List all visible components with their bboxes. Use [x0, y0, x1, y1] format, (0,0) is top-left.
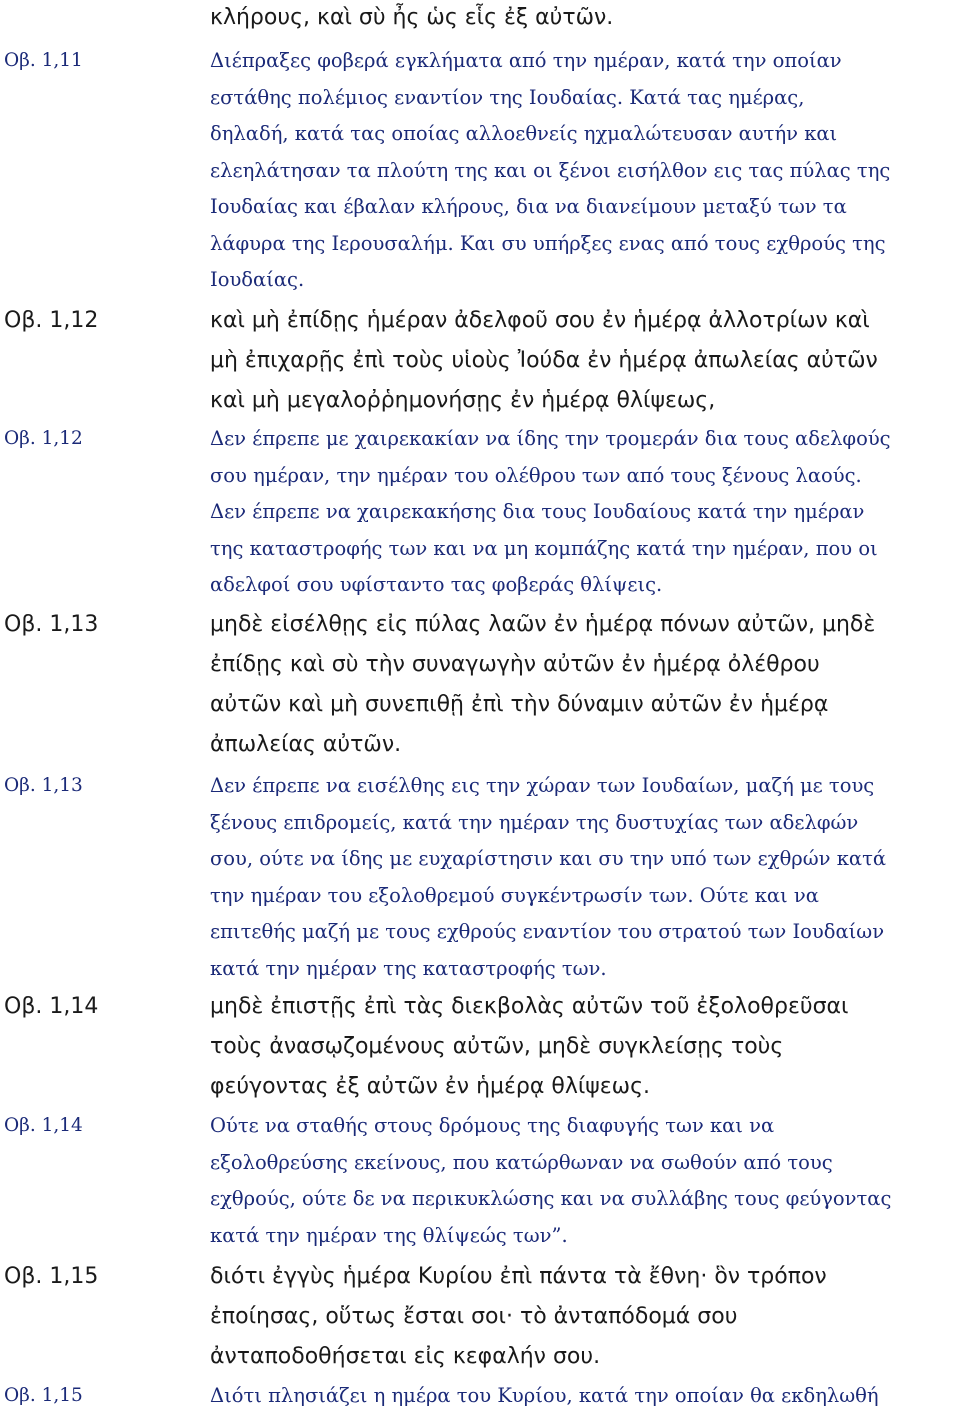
text-line: μηδὲ εἰσέλθῃς εἰς πύλας λαῶν ἐν ἡμέρᾳ πόνων αὐτῶν, μηδὲ — [210, 612, 876, 637]
text-line: μηδὲ ἐπιστῇς ἐπὶ τὰς διεκβολὰς αὐτῶν τοῦ ἐξολοθρεῦσαι — [210, 994, 849, 1019]
verse-reference: Οβ. 1,13 — [4, 612, 99, 637]
text-line: διότι ἐγγὺς ἡμέρα Κυρίου ἐπὶ πάντα τὰ ἔθνη· ὃν τρόπον — [210, 1264, 827, 1289]
text-line: Ιουδαίας. — [210, 268, 305, 291]
text-line: λάφυρα της Ιερουσαλήμ. Και συ υπήρξες ενας από τους εχθρούς της — [210, 231, 886, 255]
text-line: Δεν έπρεπε να εισέλθης εις την χώραν των Ιουδαίων, μαζή με τους — [210, 774, 875, 797]
verse-reference: Οβ. 1,14 — [4, 1115, 83, 1136]
text-line: Δεν έπρεπε να χαιρεκακήσης δια τους Ιουδαίους κατά την ημέραν — [210, 500, 865, 523]
text-line: Ούτε να σταθής στους δρόμους της διαφυγής των και να — [210, 1114, 775, 1137]
verse-reference: Οβ. 1,14 — [4, 994, 99, 1019]
text-line: σου, ούτε να ίδης με ευχαρίστησιν και συ την υπό των εχθρών κατά — [210, 847, 887, 870]
text-line: αδελφοί σου υφίσταντο τας φοβεράς θλίψεις. — [210, 573, 663, 596]
text-line: κλήρους, καὶ σὺ ἦς ὡς εἷς ἐξ αὐτῶν. — [210, 5, 614, 30]
text-line: Ιουδαίας και έβαλαν κλήρους, δια να διανείμουν μεταξύ των τα — [210, 195, 847, 218]
text-line: σου ημέραν, την ημέραν του ολέθρου των από τους ξένους λαούς. — [210, 463, 862, 487]
text-line: εχθρούς, ούτε δε να περικυκλώσης και να συλλάβης τους φεύγοντας — [210, 1187, 892, 1210]
text-line: ἐπίδῃς καὶ σὺ τὴν συναγωγὴν αὐτῶν ἐν ἡμέρᾳ ὀλέθρου — [210, 652, 820, 677]
text-line: Διότι πλησιάζει η ημέρα του Κυρίου, κατά την οποίαν θα εκδηλωθή — [210, 1384, 879, 1407]
text-line: καὶ μὴ ἐπίδῃς ἡμέραν ἀδελφοῦ σου ἐν ἡμέρᾳ ἀλλοτρίων καὶ — [210, 308, 870, 333]
verse-reference: Οβ. 1,15 — [4, 1385, 83, 1406]
greek-text — [210, 1257, 958, 1377]
text-line: κατά την ημέραν της καταστροφής των. — [210, 956, 607, 980]
text-line: ξένους επιδρομείς, κατά την ημέραν της δυστυχίας των αδελφών — [210, 810, 859, 834]
text-line: ἀπωλείας αὐτῶν. — [210, 732, 402, 757]
text-line: ἀνταποδοθήσεται εἰς κεφαλήν σου. — [210, 1344, 601, 1369]
translation-text — [210, 1108, 958, 1254]
translation-text — [210, 43, 958, 299]
verse-reference: Οβ. 1,12 — [4, 308, 99, 333]
translation-text — [210, 1378, 958, 1415]
text-line: Δεν έπρεπε με χαιρεκακίαν να ίδης την τρομεράν δια τους αδελφούς — [210, 427, 891, 450]
text-line: φεύγοντας ἐξ αὐτῶν ἐν ἡμέρᾳ θλίψεως. — [210, 1074, 651, 1099]
text-line: της καταστροφής των και να μη κομπάζης κατά την ημέραν, που οι — [210, 536, 878, 560]
text-line: καὶ μὴ μεγαλοῤῥημονήσῃς ἐν ἡμέρᾳ θλίψεως, — [210, 388, 716, 413]
translation-text — [210, 421, 958, 604]
text-line: ελεηλάτησαν τα πλούτη της και οι ξένοι εισήλθον εις τας πύλας της — [210, 158, 891, 182]
greek-text — [210, 0, 958, 38]
verse-reference: Οβ. 1,11 — [4, 50, 83, 71]
text-line: επιτεθής μαζή με τους εχθρούς εναντίον του στρατού των Ιουδαίων — [210, 920, 885, 943]
translation-text — [210, 768, 958, 987]
greek-text — [210, 605, 958, 765]
text-line: κατά την ημέραν της θλίψεώς των”. — [210, 1223, 568, 1247]
verse-reference: Οβ. 1,15 — [4, 1264, 99, 1289]
verse-reference: Οβ. 1,12 — [4, 428, 83, 449]
text-line: εστάθης πολέμιος εναντίον της Ιουδαίας. Κατά τας ημέρας, — [210, 85, 805, 109]
text-line: μὴ ἐπιχαρῇς ἐπὶ τοὺς υἱοὺς Ἰούδα ἐν ἡμέρᾳ ἀπωλείας αὐτῶν — [210, 348, 878, 373]
text-line: την ημέραν του εξολοθρεμού συγκέντρωσίν των. Ούτε και να — [210, 883, 819, 907]
verse-reference: Οβ. 1,13 — [4, 775, 83, 796]
text-line: ἐποίησας, οὕτως ἔσται σοι· τὸ ἀνταπόδομά σου — [210, 1304, 738, 1329]
greek-text — [210, 987, 958, 1107]
text-line: δηλαδή, κατά τας οποίας αλλοεθνείς ηχμαλώτευσαν αυτήν και — [210, 122, 838, 145]
text-line: τοὺς ἀνασῳζομένους αὐτῶν, μηδὲ συγκλείσῃς τοὺς — [210, 1034, 784, 1059]
greek-text — [210, 301, 958, 421]
text-line: αὐτῶν καὶ μὴ συνεπιθῇ ἐπὶ τὴν δύναμιν αὐτῶν ἐν ἡμέρᾳ — [210, 692, 829, 717]
text-line: Διέπραξες φοβερά εγκλήματα από την ημέραν, κατά την οποίαν — [210, 49, 842, 72]
text-line: εξολοθρεύσης εκείνους, που κατώρθωναν να σωθούν από τους — [210, 1150, 833, 1174]
